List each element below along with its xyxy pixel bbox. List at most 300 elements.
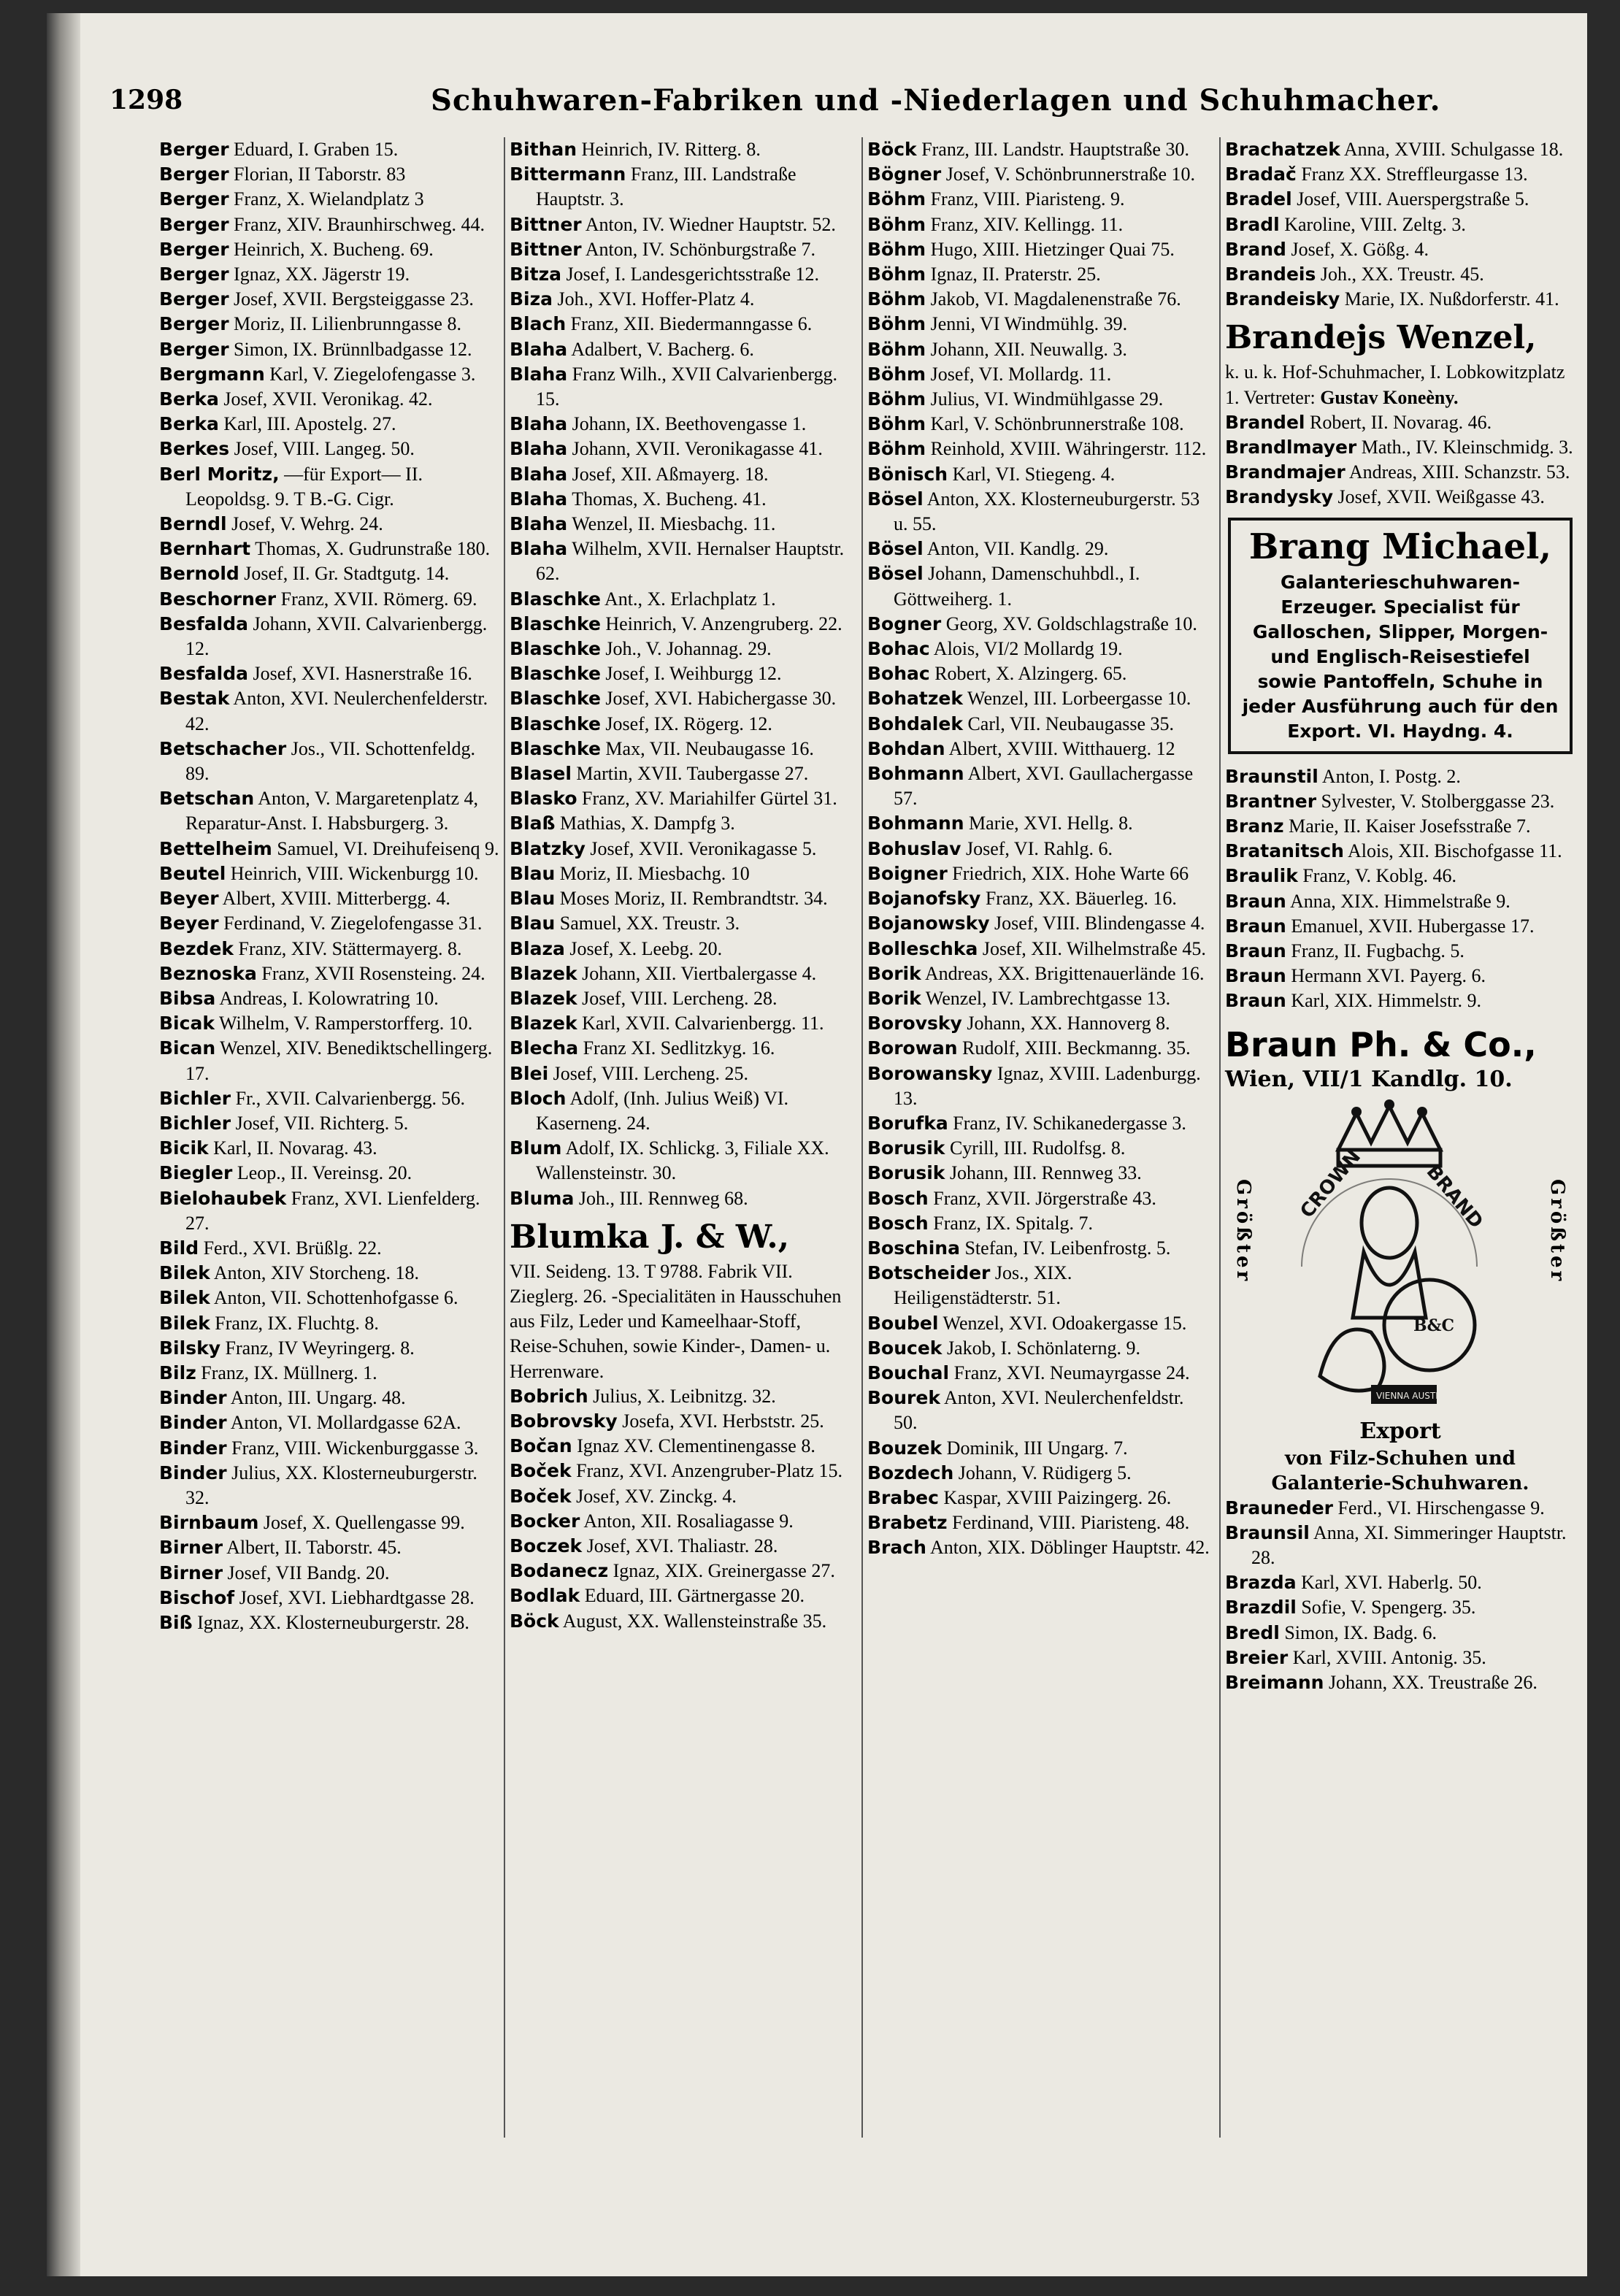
entry-details: Franz, XVII Rosensteing. 24. (261, 962, 485, 984)
directory-entry (159, 462, 502, 512)
directory-entry (867, 886, 1210, 911)
entry-details: Samuel, VI. Dreihufeisenq 9. (277, 837, 499, 859)
entry-name: Blaschke (510, 713, 601, 734)
directory-entry (159, 1236, 502, 1261)
entry-name: Bernold (159, 563, 239, 585)
entry-name: Bezdek (159, 937, 234, 959)
entry-details: Karl, XVII. Calvarienbergg. 11. (582, 1013, 824, 1034)
entry-name: Boucek (867, 1337, 943, 1359)
entry-name: Bithan (510, 139, 577, 160)
directory-entry (867, 1161, 1210, 1186)
directory-entry (159, 137, 502, 162)
entry-details: Albert, XVI. Gaullachergasse 57. (894, 763, 1194, 810)
directory-entry (510, 312, 853, 337)
directory-entry (159, 1286, 502, 1310)
entry-name: Borik (867, 962, 921, 984)
entry-details: Ferdinand, VIII. Piaristeng. 48. (952, 1512, 1190, 1534)
entry-name: Braun (1225, 940, 1286, 962)
advertisement-blumka (510, 1218, 853, 1384)
entry-name: Bohdan (867, 737, 945, 759)
directory-entry (510, 1186, 853, 1211)
entry-details: Marie, XVI. Hellg. 8. (969, 813, 1133, 834)
entry-name: Birnbaum (159, 1512, 259, 1534)
entry-details: Emanuel, XVII. Hubergasse 17. (1291, 915, 1535, 937)
directory-entry (159, 262, 502, 287)
entry-details: Anton, XIV Storcheng. 18. (213, 1262, 420, 1284)
entry-name: Besfalda (159, 613, 248, 634)
entry-details: Franz, XX. Bäuerleg. 16. (985, 888, 1177, 910)
directory-entry (159, 1586, 502, 1610)
directory-entry (867, 1061, 1210, 1111)
entry-details: Franz XX. Streffleurgasse 13. (1301, 164, 1528, 185)
entry-name: Beyer (159, 888, 219, 910)
entry-name: Brandel (1225, 411, 1305, 433)
entry-name: Berka (159, 388, 219, 410)
directory-entry (1225, 964, 1575, 988)
directory-entry (867, 212, 1210, 237)
entry-name: Bogner (867, 613, 942, 634)
entry-name: Blaschke (510, 737, 601, 759)
directory-entry (159, 1111, 502, 1136)
directory-entry (867, 237, 1210, 262)
directory-entry (1225, 764, 1575, 789)
entry-name: Blaza (510, 937, 565, 959)
directory-entry (159, 886, 502, 911)
crown-brand-logo (1225, 1099, 1575, 1413)
directory-entry (1225, 889, 1575, 914)
entry-details: Josef, XVII. Veronikagasse 5. (590, 837, 817, 859)
entry-details: Johann, IX. Beethovengasse 1. (572, 413, 807, 435)
directory-entry (867, 1261, 1210, 1310)
entry-name: Birner (159, 1537, 223, 1559)
entry-details: Josef, VIII. Lercheng. 28. (582, 987, 778, 1009)
directory-entry (1225, 839, 1575, 864)
directory-entry (510, 462, 853, 487)
entry-name: Bourek (867, 1387, 940, 1409)
entry-details: Anna, XI. Simmeringer Hauptstr. 28. (1251, 1521, 1567, 1569)
directory-entry (159, 786, 502, 836)
entry-name: Brandeis (1225, 264, 1316, 285)
entry-name: Borufka (867, 1112, 948, 1134)
directory-entry (1225, 864, 1575, 888)
entry-name: Bojanowsky (867, 913, 990, 934)
entry-details: Josef, XVI. Liebhardtgasse 28. (239, 1586, 475, 1608)
entry-name: Brach (867, 1537, 926, 1559)
entry-name: Bosch (867, 1187, 929, 1209)
entry-details: Karl, XVIII. Antonig. 35. (1292, 1646, 1486, 1668)
entry-details: Anton, VII. Schottenhofgasse 6. (213, 1287, 458, 1309)
entry-name: Binder (159, 1412, 227, 1434)
column-3 (867, 137, 1210, 1561)
entry-details: Anna, XVIII. Schulgasse 18. (1343, 139, 1564, 160)
column-4-entries (1225, 137, 1575, 312)
entry-details: Max, VII. Neubaugasse 16. (605, 737, 814, 759)
directory-entry (510, 137, 853, 162)
entry-details: Josef, I. Weihburgg 12. (605, 663, 782, 685)
entry-name: Borowan (867, 1037, 958, 1059)
directory-entry (510, 961, 853, 986)
entry-name: Biß (159, 1611, 193, 1633)
entry-details: Karl, XVI. Haberlg. 50. (1301, 1572, 1482, 1594)
entry-details: Franz, III. Landstraße Hauptstr. 3. (536, 164, 796, 210)
entry-details: Johann, Damenschuhbdl., I. Göttweiherg. 1. (894, 563, 1140, 610)
entry-details: Josef, XV. Zinckg. 4. (576, 1485, 737, 1507)
directory-entry (159, 387, 502, 412)
entry-name: Braunstil (1225, 765, 1318, 787)
entry-details: Albert, XVIII. Mitterbergg. 4. (222, 888, 450, 910)
directory-entry (159, 1561, 502, 1586)
entry-details: Reinhold, XVIII. Währingerstr. 112. (930, 438, 1207, 460)
entry-name: Blecha (510, 1037, 579, 1059)
directory-entry (159, 362, 502, 387)
entry-details: Wenzel, II. Miesbachg. 11. (572, 513, 776, 535)
directory-entry (867, 462, 1210, 487)
entry-name: Borovsky (867, 1013, 962, 1034)
directory-entry (867, 312, 1210, 337)
entry-name: Bicik (159, 1137, 209, 1159)
column-1 (159, 137, 502, 1635)
entry-details: Robert, II. Novarag. 46. (1309, 411, 1492, 433)
entry-name: Blaha (510, 438, 568, 460)
entry-name: Berger (159, 313, 229, 335)
entry-details: Josef, XII. Wilhelmstraße 45. (982, 937, 1206, 959)
entry-name: Blaschke (510, 613, 601, 634)
entry-name: Berger (159, 264, 229, 285)
directory-entry (867, 412, 1210, 437)
entry-name: Boschina (867, 1237, 960, 1259)
entry-name: Borowansky (867, 1062, 993, 1084)
entry-details: Karl, V. Schönbrunnerstraße 108. (930, 413, 1184, 435)
entry-name: Berger (159, 164, 229, 185)
entry-details: Julius, XX. Klosterneuburgerstr. 32. (185, 1462, 477, 1508)
entry-name: Blau (510, 913, 556, 934)
directory-entry (867, 686, 1210, 711)
entry-details: Ignaz, XVIII. Ladenburgg. 13. (894, 1062, 1201, 1109)
column-divider (504, 137, 505, 2138)
directory-entry (1225, 789, 1575, 814)
entry-details: Anton, VI. Mollardgasse 62A. (230, 1412, 461, 1434)
directory-entry (510, 786, 853, 811)
directory-entry (1225, 1670, 1575, 1695)
entry-details: Karl, II. Novarag. 43. (213, 1137, 377, 1159)
entry-details: Johann, XII. Neuwallg. 3. (930, 338, 1127, 360)
entry-name: Berkes (159, 438, 230, 460)
entry-name: Berger (159, 238, 229, 260)
directory-entry (510, 612, 853, 637)
directory-entry (510, 1409, 853, 1434)
entry-details: Wenzel, XIV. Benediktschellingerg. 17. (185, 1037, 493, 1084)
directory-entry (159, 187, 502, 212)
entry-name: Böck (867, 139, 917, 160)
entry-details: Andreas, I. Kolowratring 10. (219, 987, 439, 1009)
entry-details: Josef, V. Schönbrunnerstraße 10. (945, 164, 1196, 185)
entry-details: Hugo, XIII. Hietzinger Quai 75. (930, 238, 1175, 260)
entry-name: Bischof (159, 1586, 235, 1608)
entry-details: Johann, XVII. Calvarienbergg. 12. (185, 613, 488, 660)
entry-name: Blazek (510, 1013, 577, 1034)
entry-name: Bohac (867, 663, 930, 685)
directory-entry (159, 1311, 502, 1336)
entry-details: Franz, XVII. Jörgerstraße 43. (933, 1187, 1156, 1209)
directory-entry (159, 587, 502, 612)
entry-details: Joh., III. Rennweg 68. (578, 1187, 748, 1209)
advertiser-address: Wien, VII/1 Kandlg. 10. (1225, 1066, 1513, 1092)
entry-name: Bredl (1225, 1621, 1280, 1643)
entry-details: Ferd., VI. Hirschengasse 9. (1337, 1497, 1545, 1518)
directory-entry (159, 162, 502, 187)
entry-details: Anton, III. Ungarg. 48. (230, 1387, 406, 1409)
directory-entry (867, 187, 1210, 212)
entry-details: Eduard, I. Graben 15. (234, 139, 399, 160)
entry-name: Bestak (159, 688, 230, 710)
directory-entry (510, 1583, 853, 1608)
advertiser-name: Brang Michael, (1248, 526, 1552, 567)
column-4 (1225, 137, 1575, 1695)
entry-details: Franz, III. Landstr. Hauptstraße 30. (921, 139, 1189, 160)
advertiser-name: Blumka J. & W., (510, 1218, 790, 1256)
directory-entry (1225, 262, 1575, 287)
entry-details: Math., IV. Kleinschmidg. 3. (1361, 437, 1573, 458)
directory-entry (159, 1461, 502, 1510)
entry-details: Jakob, VI. Magdalenenstraße 76. (930, 288, 1181, 310)
page-header (110, 79, 1576, 123)
directory-entry (867, 162, 1210, 187)
entry-details: Adolf, (Inh. Julius Weiß) VI. Kaserneng. 24. (536, 1087, 789, 1134)
entry-details: Leop., II. Vereinsg. 20. (237, 1162, 412, 1184)
entry-details: Franz, XVI. Lienfelderg. 27. (185, 1187, 480, 1234)
entry-details: Adalbert, V. Bacherg. 6. (571, 338, 754, 360)
entry-details: Jos., VII. Schottenfeldg. 89. (185, 737, 476, 785)
entry-name: Berger (159, 139, 229, 160)
entry-name: Bösel (867, 563, 924, 585)
directory-entry (510, 1609, 853, 1634)
entry-details: Martin, XVII. Taubergasse 27. (576, 763, 809, 785)
entry-details: Josef, XVI. Thaliastr. 28. (586, 1535, 778, 1556)
directory-entry (867, 1011, 1210, 1036)
entry-details: Johann, XII. Viertbalergasse 4. (582, 962, 817, 984)
entry-name: Brandlmayer (1225, 437, 1357, 458)
entry-details: Moriz, II. Lilienbrunngasse 8. (234, 313, 461, 335)
entry-details: Wenzel, IV. Lambrechtgasse 13. (925, 987, 1171, 1009)
entry-name: Bohmann (867, 763, 964, 785)
entry-details: Albert, XVIII. Witthauerg. 12 (948, 737, 1175, 759)
entry-name: Braun (1225, 890, 1286, 912)
directory-entry (159, 537, 502, 561)
entry-name: Böhm (867, 388, 926, 410)
directory-entry (867, 537, 1210, 561)
entry-details: Florian, II Taborstr. 83 (234, 164, 406, 185)
entry-name: Binder (159, 1437, 227, 1459)
advertisement-brandejs (1225, 319, 1575, 410)
directory-entry (867, 1486, 1210, 1510)
entry-name: Blaschke (510, 663, 601, 685)
entry-name: Blaschke (510, 688, 601, 710)
column-divider (1219, 137, 1221, 2138)
entry-details: Anton, XVI. Neulerchenfelderstr. 42. (185, 688, 488, 734)
entry-details: Joh., V. Johannag. 29. (605, 638, 772, 660)
entry-name: Bilek (159, 1287, 210, 1309)
directory-entry (867, 837, 1210, 861)
entry-name: Brandysky (1225, 486, 1334, 508)
directory-entry (867, 561, 1210, 611)
entry-details: Franz, V. Koblg. 46. (1302, 865, 1456, 887)
entry-name: Braulik (1225, 865, 1298, 887)
entry-name: Braun (1225, 915, 1286, 937)
column-4-entries-2 (1225, 410, 1575, 510)
crown-emblem-icon (1269, 1099, 1510, 1413)
directory-entry (159, 737, 502, 786)
entry-name: Boczek (510, 1535, 583, 1556)
entry-name: Böck (510, 1610, 559, 1632)
crown-label: CROWN (1296, 1145, 1366, 1223)
directory-entry (1225, 1570, 1575, 1595)
directory-entry (867, 262, 1210, 287)
directory-entry (159, 1011, 502, 1036)
directory-entry (867, 337, 1210, 362)
directory-entry (159, 1186, 502, 1236)
entry-details: Josef, XVII. Veronikag. 42. (223, 388, 433, 410)
directory-entry (510, 1509, 853, 1534)
entry-name: Beutel (159, 862, 226, 884)
directory-entry (867, 362, 1210, 387)
entry-details: Josef, VIII. Auerspergstraße 5. (1297, 188, 1529, 210)
directory-entry (867, 137, 1210, 162)
entry-details: Anton, XVI. Neulerchenfeldstr. 50. (894, 1387, 1184, 1434)
entry-name: Bernhart (159, 538, 251, 560)
directory-entry (510, 837, 853, 861)
entry-name: Blaha (510, 338, 568, 360)
directory-entry (510, 362, 853, 412)
entry-name: Boček (510, 1460, 572, 1482)
directory-entry (510, 537, 853, 586)
directory-entry (510, 1036, 853, 1061)
entry-details: Friedrich, XIX. Hohe Warte 66 (952, 862, 1189, 884)
entry-details: Mathias, X. Dampfg 3. (559, 813, 735, 834)
entry-details: Kaspar, XVIII Paizingerg. 26. (943, 1486, 1172, 1508)
directory-entry (1225, 237, 1575, 262)
entry-name: Berndl (159, 513, 227, 535)
directory-entry (159, 986, 502, 1011)
entry-details: Franz, XV. Mariahilfer Gürtel 31. (582, 788, 837, 810)
directory-entry (159, 937, 502, 961)
directory-entry (510, 911, 853, 936)
entry-details: Ant., X. Erlachplatz 1. (604, 588, 776, 610)
entry-name: Böhm (867, 338, 926, 360)
directory-entry (867, 761, 1210, 811)
entry-name: Brazdil (1225, 1597, 1297, 1619)
directory-entry (510, 1459, 853, 1483)
entry-details: Wilhelm, XVII. Hernalser Hauptstr. 62. (536, 538, 845, 585)
brand-label: BRAND (1421, 1160, 1488, 1233)
directory-entry (510, 437, 853, 461)
entry-name: Bodanecz (510, 1560, 609, 1582)
entry-name: Birner (159, 1562, 223, 1583)
entry-details: August, XX. Wallensteinstraße 35. (562, 1610, 827, 1632)
entry-details: Anton, XX. Klosterneuburgerstr. 53 u. 55. (894, 488, 1200, 535)
entry-name: Bohuslav (867, 837, 961, 859)
entry-details: Andreas, XX. Brigittenauerlände 16. (924, 962, 1205, 984)
directory-entry (510, 661, 853, 686)
entry-details: Johann, XVII. Veronikagasse 41. (572, 438, 823, 460)
entry-details: Josef, VIII. Langeg. 50. (234, 438, 415, 460)
entry-name: Bouzek (867, 1437, 943, 1459)
entry-details: Joh., XX. Treustr. 45. (1320, 264, 1484, 285)
entry-name: Bittner (510, 213, 582, 235)
directory-entry (1225, 435, 1575, 460)
directory-entry (1225, 1621, 1575, 1646)
directory-entry (867, 1236, 1210, 1261)
directory-entry (867, 1186, 1210, 1211)
entry-name: Bojanofsky (867, 888, 981, 910)
entry-details: Alois, VI/2 Mollardg 19. (933, 638, 1123, 660)
entry-details: Josef, I. Landesgerichtsstraße 12. (566, 264, 820, 285)
directory-entry (867, 737, 1210, 761)
entry-name: Blazek (510, 962, 577, 984)
entry-name: Böhm (867, 313, 926, 335)
directory-entry (510, 262, 853, 287)
entry-name: Brauneder (1225, 1497, 1333, 1518)
entry-name: Bögner (867, 164, 942, 185)
entry-name: Blasel (510, 763, 572, 785)
entry-name: Bočan (510, 1435, 572, 1457)
entry-name: Bodlak (510, 1585, 580, 1607)
entry-name: Bolleschka (867, 937, 978, 959)
entry-details: Franz, XIV. Braunhirschweg. 44. (234, 213, 485, 235)
entry-details: Franz, XII. Biedermanngasse 6. (570, 313, 813, 335)
entry-name: Bican (159, 1037, 216, 1059)
entry-name: Bittermann (510, 164, 626, 185)
entry-details: Johann, XX. Treustraße 26. (1328, 1672, 1538, 1694)
entry-details: Ignaz, XX. Jägerstr 19. (234, 264, 410, 285)
directory-entry (1225, 410, 1575, 435)
directory-entry (867, 437, 1210, 461)
entry-name: Blaha (510, 538, 568, 560)
directory-entry (1225, 1521, 1575, 1570)
directory-entry (867, 712, 1210, 737)
entry-name: Blaschke (510, 588, 601, 610)
entry-details: Karl, VI. Stiegeng. 4. (952, 463, 1116, 485)
directory-entry (510, 1384, 853, 1409)
directory-entry (159, 1086, 502, 1111)
entry-details: Franz Wilh., XVII Calvarienbergg. 15. (536, 363, 838, 410)
entry-details: Simon, IX. Badg. 6. (1284, 1621, 1437, 1643)
entry-details: Anna, XIX. Himmelstraße 9. (1289, 890, 1510, 912)
directory-entry (1225, 287, 1575, 312)
directory-entry (1225, 914, 1575, 939)
directory-entry (867, 861, 1210, 886)
directory-entry (510, 162, 853, 212)
entry-details: Thomas, X. Gudrunstraße 180. (255, 538, 491, 560)
directory-entry (159, 1361, 502, 1386)
entry-name: Bielohaubek (159, 1187, 287, 1209)
entry-details: Josef, X. Leebg. 20. (569, 937, 723, 959)
entry-details: Franz, IV Weyringerg. 8. (225, 1337, 415, 1359)
entry-name: Brandeisky (1225, 288, 1340, 310)
directory-entry (510, 1534, 853, 1559)
entry-name: Brazda (1225, 1572, 1297, 1594)
entry-name: Bloch (510, 1087, 567, 1109)
entry-name: Bobrovsky (510, 1410, 618, 1432)
entry-name: Blaha (510, 463, 568, 485)
entry-name: Borik (867, 987, 921, 1009)
entry-details: Jos., XIX. Heiligenstädterstr. 51. (894, 1262, 1072, 1309)
entry-details: Julius, X. Leibnitzg. 32. (593, 1385, 776, 1407)
directory-entry (867, 986, 1210, 1011)
directory-entry (159, 312, 502, 337)
entry-details: Josef, X. Quellengasse 99. (263, 1512, 465, 1534)
column-divider (861, 137, 863, 2138)
directory-entry (1225, 137, 1575, 162)
